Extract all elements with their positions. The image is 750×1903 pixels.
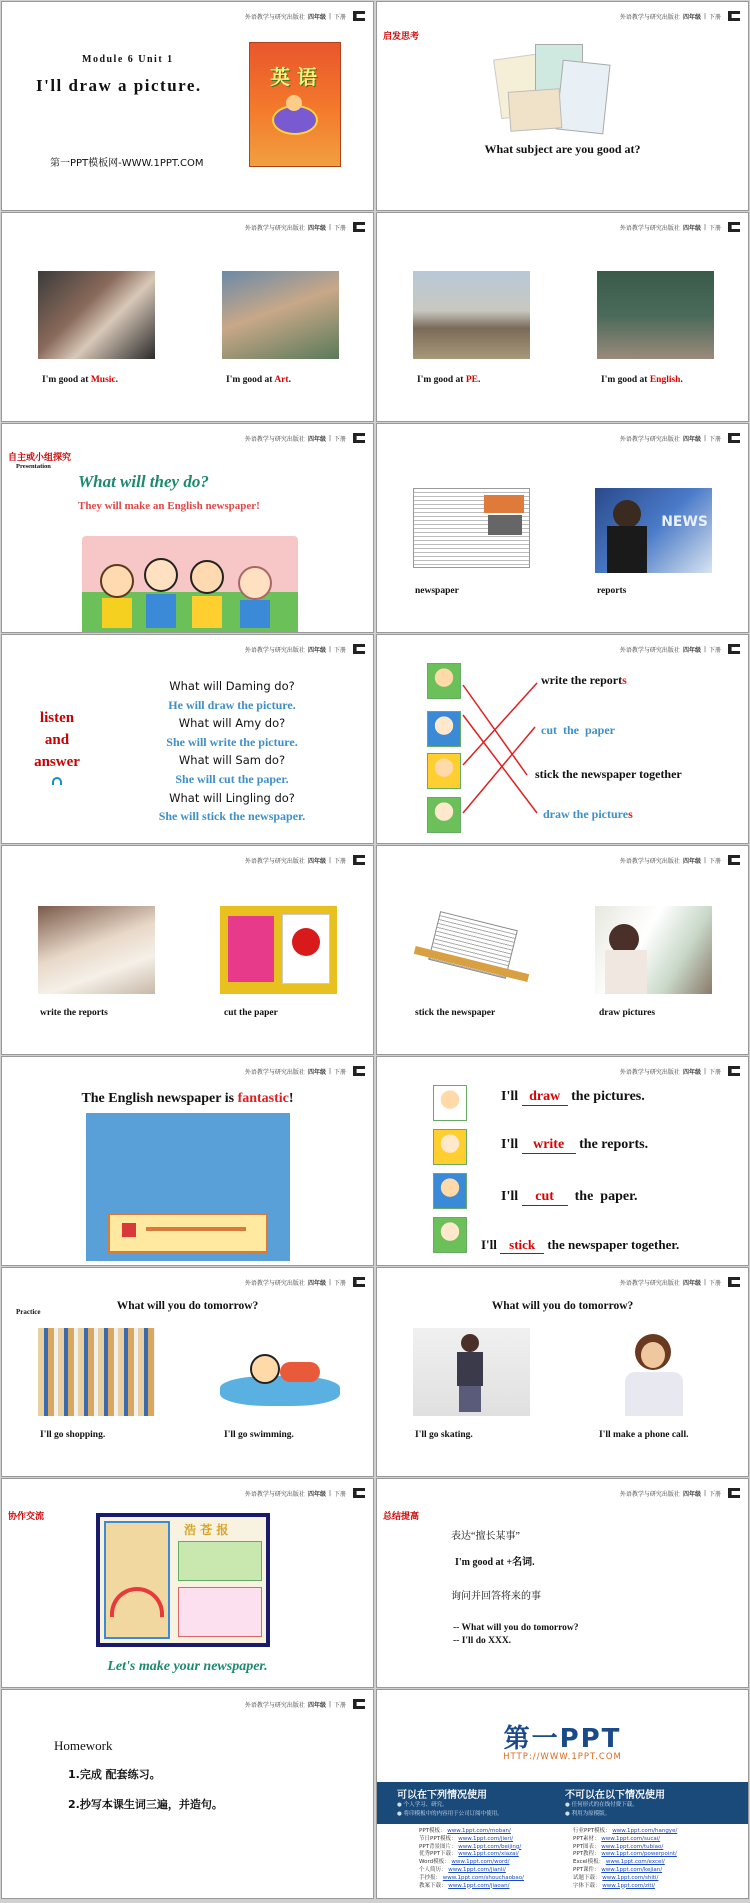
header-term: 下册	[333, 1279, 346, 1287]
header-divider: |	[328, 1067, 331, 1075]
slide-header	[245, 1487, 365, 1499]
slide-good-at-2	[376, 212, 749, 422]
link-row[interactable]: PPT图表： www.1ppt.com/tubiao/	[573, 1843, 664, 1850]
qa-list	[102, 677, 362, 826]
slide-header	[620, 1487, 740, 1499]
publisher-logo-icon	[728, 1065, 740, 1077]
newspaper-artwork	[86, 1113, 290, 1261]
header-term: 下册	[708, 857, 721, 865]
usage-allowed-1: ● 个人学习、研究。	[397, 1802, 448, 1808]
usage-panel	[377, 1782, 749, 1824]
header-divider: |	[328, 223, 331, 231]
publisher-logo-icon	[728, 1487, 740, 1499]
summary-line-5: -- I'll do XXX.	[453, 1636, 512, 1646]
homework-title: Homework	[54, 1738, 113, 1753]
slide-credits	[376, 1689, 749, 1899]
photo-drawing	[595, 906, 712, 994]
link-list-left	[419, 1828, 524, 1890]
header-term: 下册	[333, 1068, 346, 1076]
link-row[interactable]: PPT模板： www.1ppt.com/moban/	[419, 1828, 511, 1834]
fill-row-3: I'll cut the paper.	[501, 1189, 638, 1204]
usage-denied-1: ● 任何形式的在线付费下载。	[565, 1802, 638, 1808]
header-term: 下册	[333, 435, 346, 443]
qa-question-1: What will Daming do?	[169, 679, 295, 693]
slide-header	[620, 1276, 740, 1288]
header-publisher: 外语教学与研究出版社	[619, 857, 680, 865]
header-publisher: 外语教学与研究出版社	[244, 1490, 305, 1498]
header-publisher: 外语教学与研究出版社	[619, 435, 680, 443]
fill-row-4: I'll stick the newspaper together.	[481, 1237, 680, 1252]
header-publisher: 外语教学与研究出版社	[619, 646, 680, 654]
header-divider: |	[328, 645, 331, 653]
photo-paper-cut	[220, 906, 337, 994]
photo-piano	[38, 271, 155, 359]
slide-header	[245, 1276, 365, 1288]
header-grade: 四年级	[682, 857, 701, 865]
link-row[interactable]: Excel模板： www.1ppt.com/excel/	[573, 1859, 665, 1866]
homework-item-1: 1.完成 配套练习。	[68, 1768, 161, 1781]
caption-draw-pictures: draw pictures	[599, 1008, 656, 1018]
phrase-cut: cut the paper	[541, 723, 615, 737]
slide-header	[245, 432, 365, 444]
fill-row-1: I'll draw the pictures.	[501, 1089, 645, 1104]
book-title: 英 语	[270, 65, 317, 89]
slide-newspaper-reports	[376, 423, 749, 633]
header-grade: 四年级	[307, 1701, 326, 1709]
photo-newspaper	[413, 488, 530, 568]
qa-answer-2: She will write the picture.	[166, 734, 298, 749]
photo-swimming	[220, 1332, 340, 1412]
news-sign: NEWS	[661, 514, 708, 530]
slide-fantastic	[1, 1056, 374, 1266]
slide-fill-blanks	[376, 1056, 749, 1266]
link-row[interactable]: 试题下载： www.1ppt.com/shiti/	[573, 1874, 659, 1881]
header-grade: 四年级	[307, 857, 326, 865]
header-grade: 四年级	[307, 646, 326, 654]
header-grade: 四年级	[307, 1490, 326, 1498]
header-publisher: 外语教学与研究出版社	[244, 1068, 305, 1076]
link-row[interactable]: 手抄报： www.1ppt.com/shouchaobao/	[419, 1874, 525, 1881]
slide-practice-1	[1, 1267, 374, 1477]
summary-line-1: 表达“擅长某事”	[451, 1531, 520, 1542]
site-label: 第一PPT模板网-WWW.1PPT.COM	[50, 158, 204, 169]
slide-grid	[1, 1, 749, 1901]
header-divider: |	[703, 223, 706, 231]
header-divider: |	[703, 1067, 706, 1075]
qa-question-3: What will Sam do?	[178, 753, 286, 768]
link-row[interactable]: PPT课件： www.1ppt.com/kejian/	[573, 1866, 663, 1873]
header-divider: |	[328, 434, 331, 442]
kids-illustration	[82, 536, 298, 633]
fantastic-sentence: The English newspaper is fantastic!	[81, 1091, 294, 1106]
header-term: 下册	[333, 1490, 346, 1498]
caption-art: I'm good at Art.	[226, 375, 291, 385]
header-publisher: 外语教学与研究出版社	[244, 646, 305, 654]
header-divider: |	[703, 12, 706, 20]
caption-pe: I'm good at PE.	[417, 375, 481, 385]
caption-music: I'm good at Music.	[42, 375, 119, 385]
header-grade: 四年级	[307, 435, 326, 443]
header-term: 下册	[333, 13, 346, 21]
slide-header	[620, 1065, 740, 1077]
photo-reporter	[595, 488, 712, 573]
header-publisher: 外语教学与研究出版社	[244, 1701, 305, 1709]
link-row[interactable]: 个人简历： www.1ppt.com/jianli/	[419, 1866, 506, 1873]
header-publisher: 外语教学与研究出版社	[244, 435, 305, 443]
header-grade: 四年级	[682, 1068, 701, 1076]
phrase-stick: stick the newspaper together	[535, 767, 682, 781]
qa-answer-1: He will draw the picture.	[168, 697, 296, 712]
kid-stick	[433, 1217, 467, 1253]
header-publisher: 外语教学与研究出版社	[619, 224, 680, 232]
publisher-logo-icon	[728, 1276, 740, 1288]
homework-item-2: 2.抄写本课生词三遍，并造句。	[68, 1798, 223, 1811]
header-grade: 四年级	[307, 224, 326, 232]
newspaper-poster	[96, 1513, 270, 1647]
slide-header	[245, 643, 365, 655]
header-divider: |	[703, 856, 706, 864]
summary-line-4: -- What will you do tomorrow?	[453, 1623, 579, 1633]
link-row[interactable]: 优秀PPT下载： www.1ppt.com/xiazai/	[419, 1851, 519, 1858]
header-divider: |	[703, 1489, 706, 1497]
summary-line-2: I'm good at +名词.	[455, 1557, 535, 1568]
publisher-logo-icon	[353, 1487, 365, 1499]
photo-english-class	[597, 271, 714, 359]
publisher-logo-icon	[353, 1065, 365, 1077]
header-term: 下册	[708, 435, 721, 443]
photo-art-class	[222, 271, 339, 359]
slide-header	[620, 10, 740, 22]
section-tag: 自主或小组探究	[8, 453, 72, 463]
header-divider: |	[328, 1700, 331, 1708]
header-divider: |	[703, 1278, 706, 1286]
fill-row-2: I'll write the reports.	[501, 1137, 649, 1152]
header-publisher: 外语教学与研究出版社	[619, 1490, 680, 1498]
publisher-logo-icon	[728, 432, 740, 444]
header-publisher: 外语教学与研究出版社	[619, 1279, 680, 1287]
header-grade: 四年级	[682, 1279, 701, 1287]
slide-header	[620, 854, 740, 866]
qa-answer-4: She will stick the newspaper.	[158, 809, 306, 824]
link-row[interactable]: 行业PPT模板： www.1ppt.com/hangye/	[573, 1828, 678, 1834]
slide-homework	[1, 1689, 374, 1899]
slide-subheading: They will make an English newspaper!	[78, 500, 260, 512]
header-publisher: 外语教学与研究出版社	[244, 13, 305, 21]
header-term: 下册	[333, 224, 346, 232]
header-grade: 四年级	[682, 13, 701, 21]
link-row[interactable]: 节日PPT模板： www.1ppt.com/jieri/	[419, 1835, 514, 1842]
slide-header	[245, 1698, 365, 1710]
caption-cut-paper: cut the paper	[224, 1008, 278, 1018]
caption-skating: I'll go skating.	[415, 1430, 473, 1440]
publisher-logo-icon	[353, 432, 365, 444]
header-divider: |	[703, 645, 706, 653]
header-term: 下册	[333, 1701, 346, 1709]
slide-matching	[376, 634, 749, 844]
header-term: 下册	[708, 224, 721, 232]
section-tag: 总结提高	[383, 1512, 420, 1522]
section-subtag: Practice	[16, 1308, 41, 1316]
header-grade: 四年级	[682, 1490, 701, 1498]
publisher-logo-icon	[353, 643, 365, 655]
kid-write	[433, 1129, 467, 1165]
header-term: 下册	[708, 1068, 721, 1076]
publisher-logo-icon	[353, 10, 365, 22]
poster-title: 浩 苍 报	[184, 1523, 229, 1537]
slide-practice-2	[376, 1267, 749, 1477]
phrase-write: write the reports	[541, 673, 627, 687]
header-publisher: 外语教学与研究出版社	[619, 13, 680, 21]
slide-title	[1, 1, 374, 211]
header-divider: |	[328, 12, 331, 20]
slide-heading: What will they do?	[78, 472, 209, 491]
caption-shopping: I'll go shopping.	[40, 1430, 106, 1440]
slide-header	[245, 10, 365, 22]
photo-phone-call	[595, 1328, 712, 1416]
header-divider: |	[328, 856, 331, 864]
lesson-title: I'll draw a picture.	[36, 76, 202, 95]
link-row[interactable]: Word模板： www.1ppt.com/word/	[419, 1859, 510, 1866]
kid-draw	[433, 1085, 467, 1121]
question-text: What will you do tomorrow?	[491, 1300, 634, 1312]
match-line-1	[463, 715, 537, 813]
question-text: What will you do tomorrow?	[116, 1300, 259, 1312]
link-list-right	[573, 1828, 677, 1890]
summary-line-3: 询问并回答将来的事	[451, 1591, 541, 1602]
caption-phone-call: I'll make a phone call.	[599, 1430, 689, 1440]
kid-cut	[433, 1173, 467, 1209]
slide-question	[376, 1, 749, 211]
publisher-logo-icon	[728, 854, 740, 866]
qa-question-2: What will Amy do?	[178, 716, 286, 731]
slide-make-newspaper	[1, 1478, 374, 1688]
caption-newspaper: newspaper	[415, 586, 459, 596]
question-text: What subject are you good at?	[484, 142, 641, 156]
header-divider: |	[703, 434, 706, 442]
publisher-logo-icon	[728, 10, 740, 22]
textbook-cover	[249, 42, 341, 167]
caption-stick-newspaper: stick the newspaper	[415, 1008, 496, 1018]
section-subtag: Presentation	[16, 463, 51, 470]
header-publisher: 外语教学与研究出版社	[244, 1279, 305, 1287]
header-grade: 四年级	[682, 435, 701, 443]
link-row[interactable]: 教案下载： www.1ppt.com/jiaoan/	[419, 1882, 510, 1889]
slide-header	[620, 432, 740, 444]
make-newspaper-caption: Let's make your newspaper.	[107, 1659, 268, 1674]
header-term: 下册	[708, 1490, 721, 1498]
slide-header	[620, 221, 740, 233]
caption-swimming: I'll go swimming.	[224, 1430, 294, 1440]
slide-summary	[376, 1478, 749, 1688]
slide-actions-1	[1, 845, 374, 1055]
header-grade: 四年级	[682, 646, 701, 654]
link-row[interactable]: 字体下载： www.1ppt.com/ziti/	[573, 1882, 655, 1889]
photo-writing	[38, 906, 155, 994]
slide-listen-answer	[1, 634, 374, 844]
header-grade: 四年级	[307, 1279, 326, 1287]
brand-url: HTTP://WWW.1PPT.COM	[503, 1752, 622, 1762]
header-publisher: 外语教学与研究出版社	[244, 857, 305, 865]
publisher-logo-icon	[728, 221, 740, 233]
header-publisher: 外语教学与研究出版社	[619, 1068, 680, 1076]
listen-answer-label: listen and answer	[34, 710, 80, 770]
caption-english: I'm good at English.	[601, 375, 683, 385]
caption-reports: reports	[597, 586, 627, 596]
book-kid	[286, 95, 302, 111]
usage-denied-heading: 不可以在以下情况使用	[565, 1790, 665, 1801]
publisher-logo-icon	[353, 1698, 365, 1710]
usage-allowed-2: ● 将印模板中的内容用于公司订阅中使用。	[397, 1811, 503, 1817]
header-term: 下册	[333, 646, 346, 654]
header-grade: 四年级	[682, 224, 701, 232]
qa-question-4: What will Lingling do?	[169, 790, 295, 805]
photo-skating	[413, 1328, 530, 1416]
header-term: 下册	[333, 857, 346, 865]
header-term: 下册	[708, 646, 721, 654]
header-divider: |	[328, 1278, 331, 1286]
slide-actions-2	[376, 845, 749, 1055]
slide-header	[245, 1065, 365, 1077]
photo-stick-newspaper	[413, 910, 530, 994]
publisher-logo-icon	[353, 854, 365, 866]
header-term: 下册	[708, 1279, 721, 1287]
phrase-draw: draw the pictures	[543, 807, 633, 821]
header-divider: |	[328, 1489, 331, 1497]
link-row[interactable]: PPT素材： www.1ppt.com/sucai/	[573, 1835, 661, 1842]
link-row[interactable]: PPT教程： www.1ppt.com/powerpoint/	[573, 1851, 677, 1858]
section-tag: 协作交流	[8, 1512, 45, 1522]
qa-answer-3: She will cut the paper.	[175, 771, 289, 786]
match-line-4	[463, 683, 537, 765]
usage-allowed-heading: 可以在下列情况使用	[397, 1790, 487, 1801]
photo-shopping	[38, 1328, 155, 1416]
header-publisher: 外语教学与研究出版社	[244, 224, 305, 232]
brand-logo: 第一PPT	[503, 1724, 622, 1754]
publisher-logo-icon	[353, 1276, 365, 1288]
slide-good-at-1	[1, 212, 374, 422]
slide-header	[245, 221, 365, 233]
books-illustration	[497, 42, 612, 137]
header-term: 下册	[708, 13, 721, 21]
link-row[interactable]: PPT背景图片： www.1ppt.com/beijing/	[419, 1843, 522, 1850]
module-label: Module 6 Unit 1	[82, 54, 174, 65]
slide-presentation	[1, 423, 374, 633]
header-grade: 四年级	[307, 1068, 326, 1076]
headphone-icon	[52, 777, 62, 785]
section-tag: 启发思考	[383, 32, 420, 42]
caption-write-reports: write the reports	[40, 1008, 108, 1018]
header-grade: 四年级	[307, 13, 326, 21]
publisher-logo-icon	[353, 221, 365, 233]
slide-header	[245, 854, 365, 866]
usage-denied-2: ● 利用为原模版。	[565, 1811, 611, 1817]
photo-pe	[413, 271, 530, 359]
